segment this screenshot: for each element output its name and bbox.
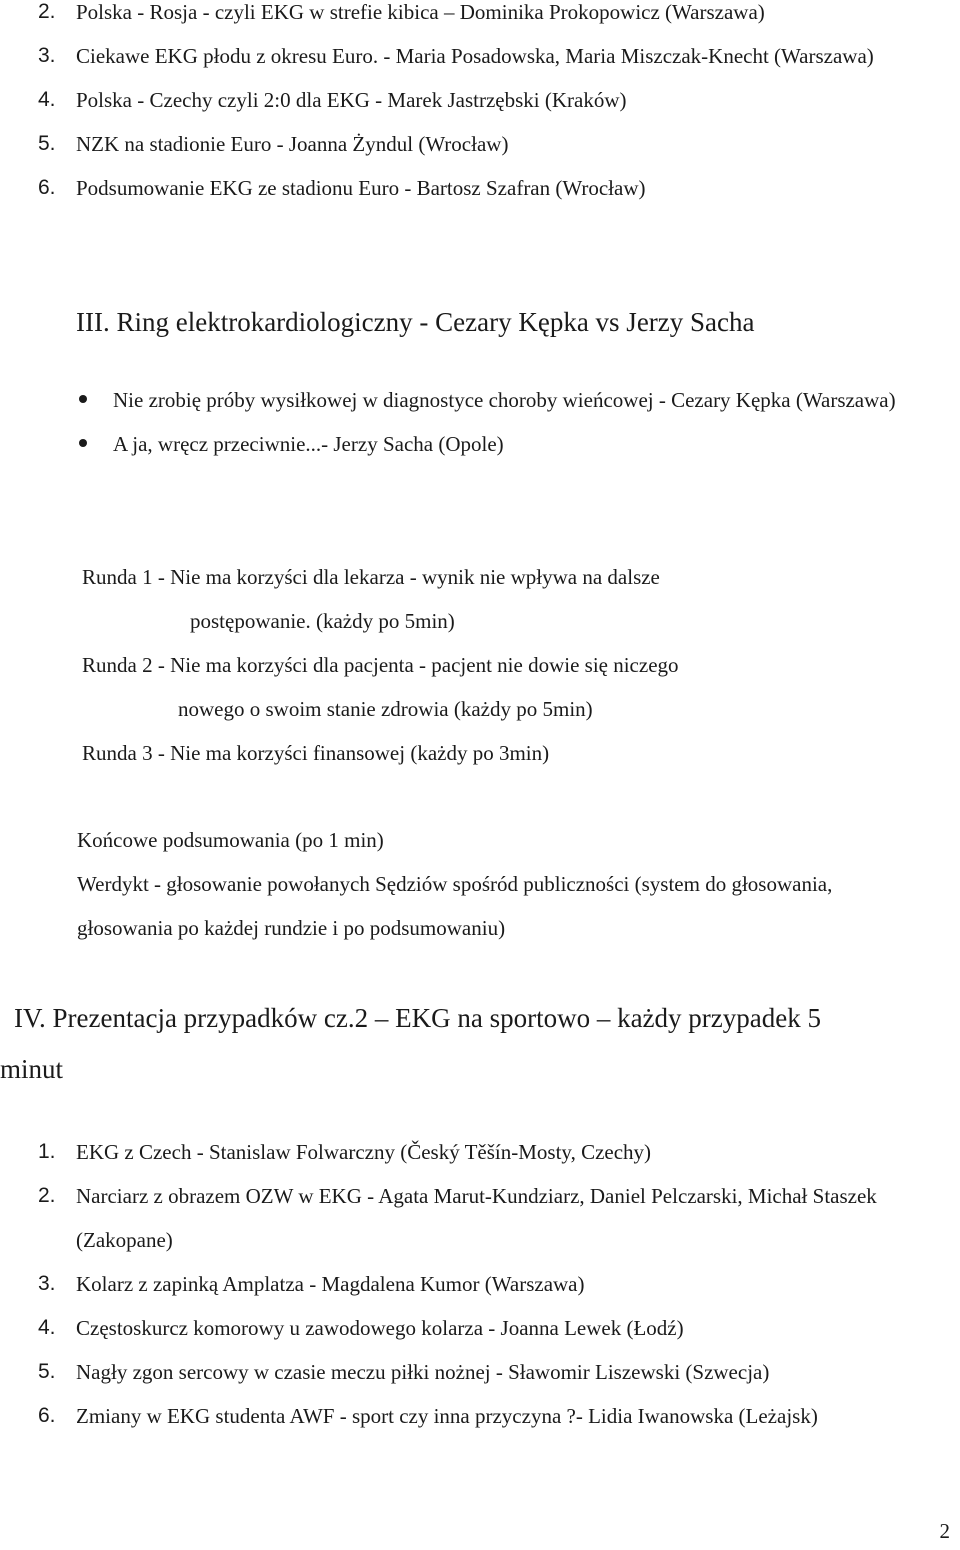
- list-text: Narciarz z obrazem OZW w EKG - Agata Marut-Kundziarz, Daniel Pelczarski, Michał Staszek (Zakopane): [76, 1184, 877, 1252]
- round-1: [82, 555, 660, 643]
- list-number: 6.: [38, 1404, 56, 1427]
- list-text: Zmiany w EKG studenta AWF - sport czy inna przyczyna ?- Lidia Iwanowska (Leżajsk): [76, 1404, 818, 1428]
- bullet-icon: [75, 378, 113, 422]
- list-number: 4.: [38, 88, 56, 111]
- list-item: [75, 378, 955, 422]
- list-number: 5.: [38, 1360, 56, 1383]
- round-3: [82, 731, 549, 775]
- list-number: 6.: [38, 176, 56, 199]
- list-text: Podsumowanie EKG ze stadionu Euro - Bartosz Szafran (Wrocław): [76, 176, 646, 200]
- round-3-line1: Runda 3 - Nie ma korzyści finansowej (każdy po 3min): [82, 741, 550, 765]
- list-item: [38, 1350, 953, 1394]
- section-3-heading: III. Ring elektrokardiologiczny - Cezary Kępka vs Jerzy Sacha: [76, 307, 755, 337]
- list-item: [38, 1306, 953, 1350]
- list-number: 4.: [38, 1316, 56, 1339]
- list-item: [38, 1262, 953, 1306]
- bullet-text: A ja, wręcz przeciwnie...- Jerzy Sacha (Opole): [113, 432, 504, 456]
- list-text: Polska - Czechy czyli 2:0 dla EKG - Marek Jastrzębski (Kraków): [76, 88, 627, 112]
- list-item: [38, 34, 953, 78]
- list-item: [38, 122, 953, 166]
- list-item: [75, 422, 955, 466]
- list-item: [38, 1174, 953, 1262]
- bullet-icon: [75, 422, 113, 466]
- section-4-list: [38, 1130, 953, 1438]
- list-text: Ciekawe EKG płodu z okresu Euro. - Maria Posadowska, Maria Miszczak-Knecht (Warszawa): [76, 44, 874, 68]
- section-3-bullets: [75, 378, 955, 466]
- list-item: [38, 78, 953, 122]
- bullet-text: Nie zrobię próby wysiłkowej w diagnostyce choroby wieńcowej - Cezary Kępka (Warszawa): [113, 388, 896, 412]
- round-2-line1: Runda 2 - Nie ma korzyści dla pacjenta - pacjent nie dowie się niczego: [82, 653, 679, 677]
- section-4-heading-line1: IV. Prezentacja przypadków cz.2 – EKG na sportowo – każdy przypadek 5: [14, 1003, 821, 1033]
- verdict: Werdykt - głosowanie powołanych Sędziów spośród publiczności (system do głosowania, głosowania po każdej rundzie i po podsumowaniu): [77, 872, 833, 940]
- round-2-line2: nowego o swoim stanie zdrowia (każdy po 5min): [178, 697, 593, 721]
- list-text: Kolarz z zapinką Amplatza - Magdalena Kumor (Warszawa): [76, 1272, 585, 1296]
- list-number: 5.: [38, 132, 56, 155]
- part2-list: [38, 0, 953, 210]
- list-number: 1.: [38, 1140, 56, 1163]
- list-number: 3.: [38, 44, 56, 67]
- round-1-line1: Runda 1 - Nie ma korzyści dla lekarza - wynik nie wpływa na dalsze: [82, 565, 660, 589]
- list-text: Częstoskurcz komorowy u zawodowego kolarza - Joanna Lewek (Łodź): [76, 1316, 684, 1340]
- list-item: [38, 0, 953, 34]
- list-text: Nagły zgon sercowy w czasie meczu piłki nożnej - Sławomir Liszewski (Szwecja): [76, 1360, 770, 1384]
- list-text: NZK na stadionie Euro - Joanna Żyndul (Wrocław): [76, 132, 509, 156]
- list-item: [38, 166, 953, 210]
- page-number: 2: [939, 1519, 950, 1543]
- list-item: [38, 1130, 953, 1174]
- list-number: 2.: [38, 1184, 56, 1207]
- section-4-heading-line2: minut: [0, 1054, 64, 1084]
- list-number: 3.: [38, 1272, 56, 1295]
- list-text: EKG z Czech - Stanislaw Folwarczny (Český Těšín-Mosty, Czechy): [76, 1140, 652, 1164]
- list-text: Polska - Rosja - czyli EKG w strefie kibica – Dominika Prokopowicz (Warszawa): [76, 0, 765, 24]
- list-number: 2.: [38, 0, 56, 23]
- round-2: [82, 643, 679, 731]
- final-summary: Końcowe podsumowania (po 1 min): [77, 828, 384, 852]
- list-item: [38, 1394, 953, 1438]
- round-1-line2: postępowanie. (każdy po 5min): [190, 609, 455, 633]
